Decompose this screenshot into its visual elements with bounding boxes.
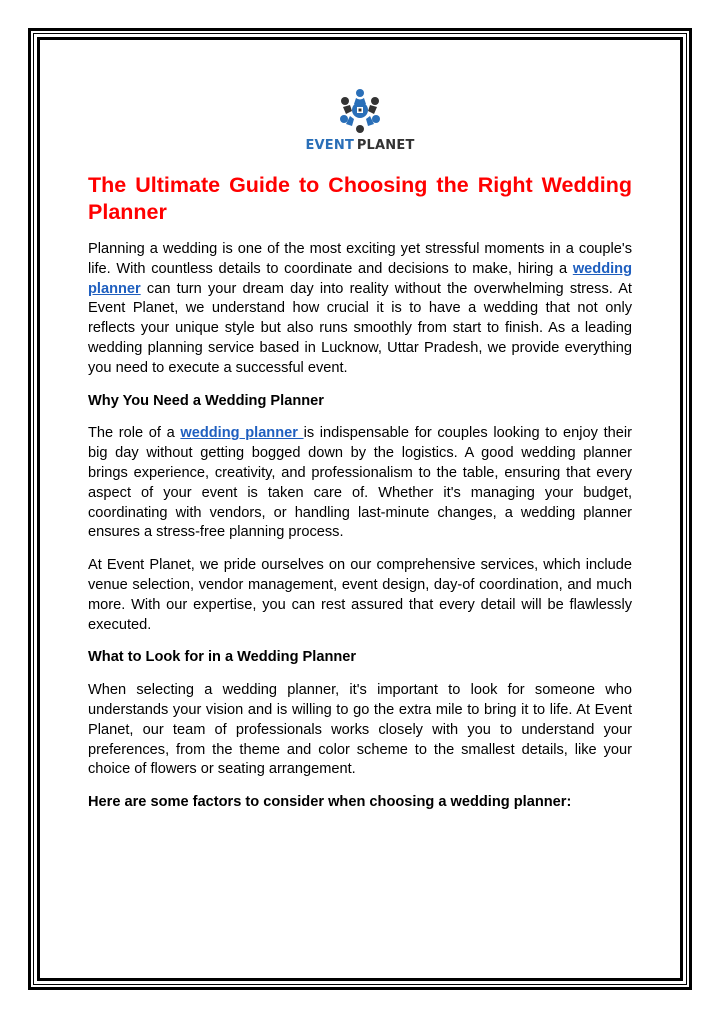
article-title: The Ultimate Guide to Choosing the Right Wedding Planner [88, 173, 632, 224]
why-text-end: is indispensable for couples looking to enjoy their big day without getting bogged down by the logistics. A good wedding planner brings experience, creativity, and professionalism to the table, ensuring that every aspect of your event is taken care of. Whether it's managing your budget, coordinating with vendors, or handling last-minute changes, a wedding planner ensures a stress-free planning process. [88, 425, 632, 541]
intro-paragraph [88, 240, 632, 379]
wedding-planner-link-2[interactable]: wedding planner [180, 425, 304, 442]
factors-intro: Here are some factors to consider when choosing a wedding planner: [88, 794, 572, 811]
wedding-planner-link-1[interactable]: wedding planner [88, 260, 632, 297]
why-paragraph-1 [88, 424, 632, 543]
why-paragraph-2: At Event Planet, we pride ourselves on our comprehensive services, which include venue selection, vendor management, event design, day-of coordination, and much more. With our expertise, you can rest assured that every detail will be flawlessly executed. [88, 557, 632, 633]
article-body [88, 172, 632, 826]
event-planet-logo [300, 86, 420, 166]
logo-wordmark [300, 138, 420, 153]
why-text-start: The role of a [88, 425, 181, 442]
event-planet-logo-icon [300, 86, 420, 136]
section-heading-what: What to Look for in a Wedding Planner [88, 649, 357, 666]
section-heading-why: Why You Need a Wedding Planner [88, 392, 324, 409]
what-paragraph-1: When selecting a wedding planner, it's important to look for someone who understands your vision and is willing to go the extra mile to bring it to life. At Event Planet, our team of professionals works closely with you to understand your preferences, from the theme and color scheme to the smallest details, like your choice of flowers or seating arrangement. [88, 682, 632, 778]
intro-text-start: Planning a wedding is one of the most exciting yet stressful moments in a couple's life. With countless details to coordinate and decisions to make, hiring a [88, 241, 632, 277]
logo-word-planet: PLANET [356, 138, 415, 153]
intro-text-end: can turn your dream day into reality without the overwhelming stress. At Event Planet, we understand how crucial it is to have a wedding that not only reflects your unique style but also runs smoothly from start to finish. As a leading wedding planning service based in Lucknow, Uttar Pradesh, we provide everything you need to execute a successful event. [88, 280, 632, 376]
logo-word-event: EVENT [305, 138, 355, 153]
